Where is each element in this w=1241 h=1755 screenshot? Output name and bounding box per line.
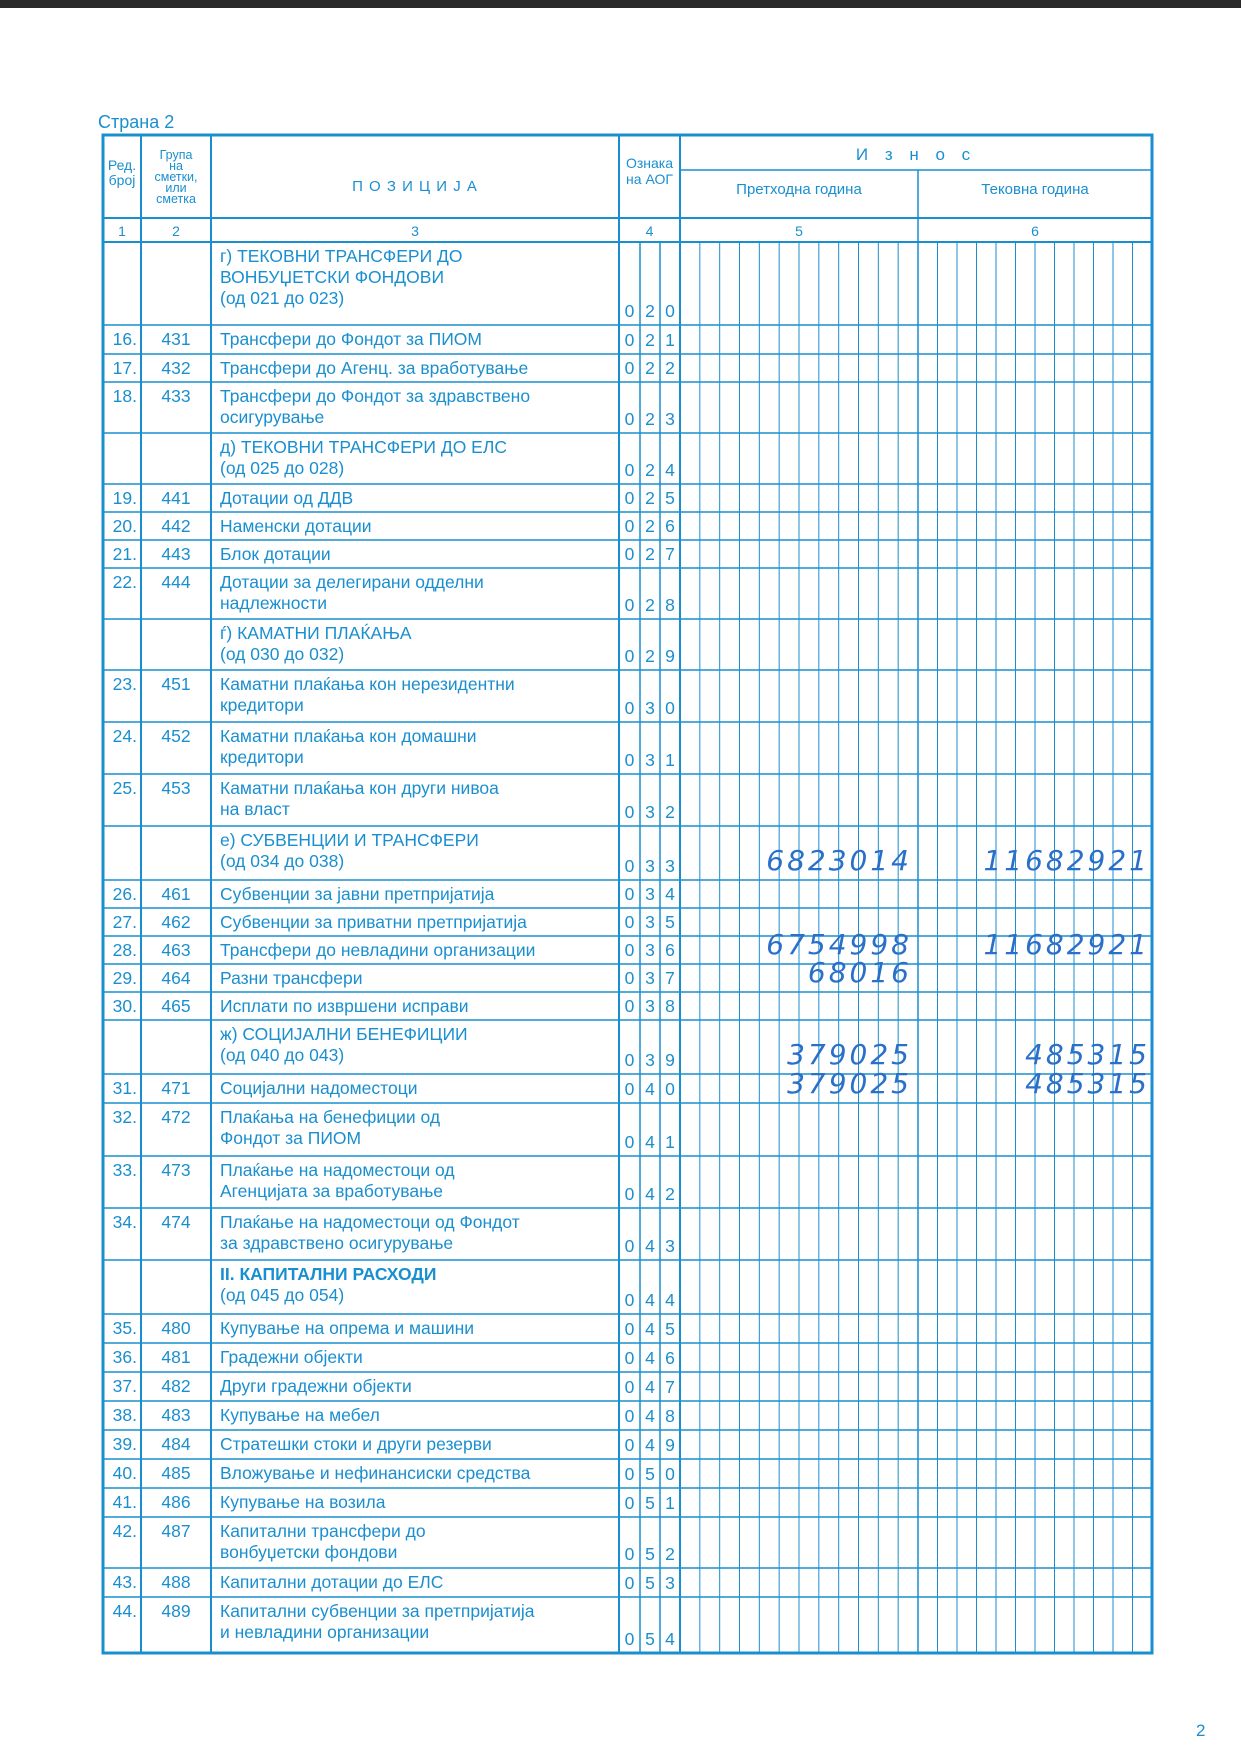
- aog-code-digit: 7: [665, 1377, 675, 1397]
- aog-code-digit: 2: [645, 330, 655, 350]
- previous-year-amount: 379025: [787, 1038, 912, 1071]
- aog-code-digit: 0: [624, 1464, 635, 1484]
- aog-code-digit: 5: [665, 912, 675, 932]
- account-group: 443: [161, 544, 191, 564]
- aog-code-digit: 4: [665, 1629, 675, 1649]
- account-group: 473: [161, 1160, 191, 1180]
- aog-code-digit: 0: [624, 1544, 635, 1564]
- aog-code-digit: 0: [624, 1377, 635, 1397]
- aog-code-digit: 2: [645, 544, 655, 564]
- aog-code-digit: 0: [624, 1406, 635, 1426]
- aog-code-digit: 4: [665, 1290, 675, 1310]
- position-text: кредитори: [220, 695, 304, 715]
- aog-code-digit: 3: [645, 884, 655, 904]
- aog-code-digit: 9: [665, 646, 675, 666]
- header-aog-label: Ознака: [625, 155, 674, 171]
- aog-code-digit: 0: [624, 996, 635, 1016]
- aog-code-digit: 0: [624, 488, 635, 508]
- aog-code-digit: 4: [645, 1435, 655, 1455]
- position-text: Социјални надоместоци: [220, 1078, 418, 1098]
- aog-code-digit: 3: [665, 856, 675, 876]
- row-number: 35.: [112, 1318, 137, 1338]
- position-text: Каматни плаќања кон домашни: [220, 726, 477, 746]
- position-text: Капитални дотации до ЕЛС: [220, 1572, 444, 1592]
- previous-year-amount: 6754998: [766, 928, 912, 961]
- position-text: Купување на опрема и машини: [220, 1318, 475, 1338]
- aog-code-digit: 0: [665, 698, 675, 718]
- aog-code-digit: 2: [645, 516, 655, 536]
- aog-code-digit: 5: [645, 1464, 655, 1484]
- position-text: (од 025 до 028): [220, 458, 345, 478]
- aog-code-digit: 3: [645, 698, 655, 718]
- aog-code-digit: 6: [665, 940, 675, 960]
- header-column-number: 4: [645, 223, 654, 239]
- aog-code-digit: 4: [645, 1406, 655, 1426]
- header-aog-label: на АОГ: [626, 171, 673, 187]
- position-text: Плаќање на надоместоци од: [220, 1160, 455, 1180]
- position-text: Други градежни објекти: [220, 1376, 412, 1396]
- aog-code-digit: 8: [665, 1406, 675, 1426]
- row-number: 38.: [112, 1405, 137, 1425]
- aog-code-digit: 0: [624, 330, 635, 350]
- previous-year-amount: 68016: [807, 956, 912, 989]
- account-group: 462: [161, 912, 191, 932]
- current-year-amount: 11682921: [983, 928, 1150, 961]
- current-year-amount: 11682921: [983, 844, 1150, 877]
- position-text: Вложување и нефинансиски средства: [220, 1463, 531, 1483]
- row-number: 42.: [112, 1521, 137, 1541]
- aog-code-digit: 5: [645, 1544, 655, 1564]
- position-text: Фондот за ПИОМ: [220, 1128, 362, 1148]
- aog-code-digit: 7: [665, 544, 675, 564]
- aog-code-digit: 0: [624, 750, 635, 770]
- row-number: 25.: [112, 778, 137, 798]
- position-text: на власт: [220, 799, 290, 819]
- account-group: 461: [161, 884, 191, 904]
- aog-code-digit: 4: [645, 1319, 655, 1339]
- position-text: д) ТЕКОВНИ ТРАНСФЕРИ ДО ЕЛС: [220, 437, 507, 457]
- aog-code-digit: 3: [645, 750, 655, 770]
- position-text: Плаќања на бенефиции од: [220, 1107, 441, 1127]
- aog-code-digit: 2: [645, 301, 655, 321]
- header-position-title: П О З И Ц И Ј А: [352, 178, 478, 195]
- aog-code-digit: 5: [645, 1493, 655, 1513]
- row-number: 36.: [112, 1347, 137, 1367]
- row-number: 18.: [112, 386, 137, 406]
- row-number: 22.: [112, 572, 137, 592]
- header-column-number: 6: [1031, 223, 1039, 239]
- position-text: Субвенции за јавни претпријатија: [220, 884, 495, 904]
- aog-code-digit: 2: [665, 358, 675, 378]
- aog-code-digit: 4: [665, 884, 675, 904]
- account-group: 485: [161, 1463, 191, 1483]
- account-group: 474: [161, 1212, 191, 1232]
- aog-code-digit: 2: [645, 595, 655, 615]
- header-col2-label: на: [169, 159, 183, 173]
- account-group: 463: [161, 940, 191, 960]
- aog-code-digit: 0: [624, 968, 635, 988]
- aog-code-digit: 4: [645, 1236, 655, 1256]
- aog-code-digit: 3: [645, 940, 655, 960]
- aog-code-digit: 3: [665, 1236, 675, 1256]
- aog-code-digit: 4: [645, 1290, 655, 1310]
- account-group: 482: [161, 1376, 191, 1396]
- position-text: Разни трансфери: [220, 968, 363, 988]
- header-column-number: 3: [411, 223, 419, 239]
- position-text: за здравствено осигурување: [220, 1233, 454, 1253]
- position-text: Каматни плаќања кон други нивоа: [220, 778, 499, 798]
- aog-code-digit: 0: [624, 544, 635, 564]
- header-col1-label: број: [108, 172, 136, 188]
- aog-code-digit: 0: [624, 912, 635, 932]
- position-text: г) ТЕКОВНИ ТРАНСФЕРИ ДО: [220, 246, 463, 266]
- aog-code-digit: 2: [665, 1184, 675, 1204]
- aog-code-digit: 4: [645, 1079, 655, 1099]
- position-text: кредитори: [220, 747, 304, 767]
- aog-code-digit: 4: [665, 460, 675, 480]
- aog-code-digit: 6: [665, 1348, 675, 1368]
- position-text: Трансфери до Фондот за здравствено: [220, 386, 531, 406]
- header-col2-label: или: [165, 181, 187, 195]
- aog-code-digit: 0: [624, 856, 635, 876]
- previous-year-amount: 6823014: [766, 844, 912, 877]
- account-group: 488: [161, 1572, 191, 1592]
- aog-code-digit: 6: [665, 516, 675, 536]
- aog-code-digit: 2: [645, 646, 655, 666]
- position-text: (од 021 до 023): [220, 288, 345, 308]
- position-text: Дотации за делегирани одделни: [220, 572, 484, 592]
- row-number: 16.: [112, 329, 137, 349]
- aog-code-digit: 1: [665, 750, 675, 770]
- position-text: осигурување: [220, 407, 325, 427]
- position-text: Дотации од ДДВ: [220, 488, 354, 508]
- row-number: 40.: [112, 1463, 137, 1483]
- row-number: 26.: [112, 884, 137, 904]
- aog-code-digit: 0: [624, 1184, 635, 1204]
- position-text: е) СУБВЕНЦИИ И ТРАНСФЕРИ: [220, 830, 479, 850]
- header-column-number: 1: [118, 223, 126, 239]
- account-group: 471: [161, 1078, 191, 1098]
- account-group: 483: [161, 1405, 191, 1425]
- row-number: 21.: [112, 544, 137, 564]
- aog-code-digit: 3: [665, 1573, 675, 1593]
- aog-code-digit: 0: [665, 1079, 675, 1099]
- row-number: 27.: [112, 912, 137, 932]
- aog-code-digit: 0: [624, 940, 635, 960]
- row-number: 30.: [112, 996, 137, 1016]
- previous-year-amount: 379025: [787, 1067, 912, 1100]
- position-text: Градежни објекти: [220, 1347, 363, 1367]
- position-text: Капитални трансфери до: [220, 1521, 426, 1541]
- position-text: Трансфери до Агенц. за вработување: [220, 358, 529, 378]
- aog-code-digit: 5: [645, 1573, 655, 1593]
- aog-code-digit: 0: [624, 884, 635, 904]
- aog-code-digit: 5: [665, 1319, 675, 1339]
- position-text: Каматни плаќања кон нерезидентни: [220, 674, 515, 694]
- aog-code-digit: 3: [645, 968, 655, 988]
- current-year-amount: 485315: [1025, 1067, 1150, 1100]
- account-group: 431: [161, 329, 191, 349]
- row-number: 33.: [112, 1160, 137, 1180]
- account-group: 433: [161, 386, 191, 406]
- account-group: 453: [161, 778, 191, 798]
- aog-code-digit: 3: [645, 1050, 655, 1070]
- aog-code-digit: 0: [624, 409, 635, 429]
- header-col2-label: сметки,: [154, 170, 198, 184]
- page-number: 2: [1196, 1721, 1206, 1740]
- position-text: Исплати по извршени исправи: [220, 996, 469, 1016]
- position-text: Трансфери до невладини организации: [220, 940, 536, 960]
- position-text: Наменски дотации: [220, 516, 372, 536]
- header-current-year: Тековна година: [981, 181, 1089, 198]
- aog-code-digit: 0: [624, 1435, 635, 1455]
- position-text: Купување на мебел: [220, 1405, 380, 1425]
- position-text: Стратешки стоки и други резерви: [220, 1434, 492, 1454]
- aog-code-digit: 4: [645, 1132, 655, 1152]
- aog-code-digit: 3: [645, 856, 655, 876]
- aog-code-digit: 8: [665, 996, 675, 1016]
- aog-code-digit: 0: [624, 1493, 635, 1513]
- account-group: 442: [161, 516, 191, 536]
- account-group: 465: [161, 996, 191, 1016]
- aog-code-digit: 1: [665, 330, 675, 350]
- header-column-number: 5: [795, 223, 803, 239]
- aog-code-digit: 3: [645, 802, 655, 822]
- position-text: Трансфери до Фондот за ПИОМ: [220, 329, 482, 349]
- aog-code-digit: 0: [624, 1629, 635, 1649]
- aog-code-digit: 0: [624, 358, 635, 378]
- position-text: Купување на возила: [220, 1492, 386, 1512]
- row-number: 28.: [112, 940, 137, 960]
- account-group: 489: [161, 1601, 191, 1621]
- aog-code-digit: 4: [645, 1348, 655, 1368]
- account-group: 481: [161, 1347, 191, 1367]
- aog-code-digit: 2: [645, 488, 655, 508]
- position-text: (од 045 до 054): [220, 1285, 345, 1305]
- row-number: 44.: [112, 1601, 137, 1621]
- aog-code-digit: 2: [665, 1544, 675, 1564]
- aog-code-digit: 3: [645, 996, 655, 1016]
- aog-code-digit: 4: [645, 1184, 655, 1204]
- aog-code-digit: 0: [624, 802, 635, 822]
- account-group: 472: [161, 1107, 191, 1127]
- aog-code-digit: 2: [645, 409, 655, 429]
- aog-code-digit: 7: [665, 968, 675, 988]
- position-text: Блок дотации: [220, 544, 331, 564]
- aog-code-digit: 0: [624, 1319, 635, 1339]
- aog-code-digit: 5: [645, 1629, 655, 1649]
- aog-code-digit: 9: [665, 1050, 675, 1070]
- aog-code-digit: 0: [624, 1132, 635, 1152]
- position-text: (од 034 до 038): [220, 851, 345, 871]
- row-number: 29.: [112, 968, 137, 988]
- account-group: 486: [161, 1492, 191, 1512]
- position-text: Капитални субвенции за претпријатија: [220, 1601, 535, 1621]
- account-group: 452: [161, 726, 191, 746]
- account-group: 464: [161, 968, 191, 988]
- aog-code-digit: 2: [665, 802, 675, 822]
- position-text: Плаќање на надоместоци од Фондот: [220, 1212, 520, 1232]
- row-number: 24.: [112, 726, 137, 746]
- page-label: Страна 2: [98, 112, 175, 132]
- row-number: 31.: [112, 1078, 137, 1098]
- row-number: 23.: [112, 674, 137, 694]
- row-number: 43.: [112, 1572, 137, 1592]
- row-number: 32.: [112, 1107, 137, 1127]
- aog-code-digit: 1: [665, 1493, 675, 1513]
- aog-code-digit: 0: [624, 1290, 635, 1310]
- header-col2-label: сметка: [156, 192, 196, 206]
- header-column-number: 2: [172, 223, 180, 239]
- position-text: ВОНБУЏЕТСКИ ФОНДОВИ: [220, 267, 445, 287]
- aog-code-digit: 0: [624, 1050, 635, 1070]
- position-text: ж) СОЦИЈАЛНИ БЕНЕФИЦИИ: [220, 1024, 468, 1044]
- aog-code-digit: 0: [624, 301, 635, 321]
- row-number: 37.: [112, 1376, 137, 1396]
- position-text: вонбуџетски фондови: [220, 1542, 398, 1562]
- header-amount-label: И з н о с: [855, 145, 977, 164]
- aog-code-digit: 2: [645, 358, 655, 378]
- aog-code-digit: 0: [624, 516, 635, 536]
- account-group: 487: [161, 1521, 191, 1541]
- row-number: 34.: [112, 1212, 137, 1232]
- position-text: (од 030 до 032): [220, 644, 345, 664]
- current-year-amount: 485315: [1025, 1038, 1150, 1071]
- aog-code-digit: 3: [665, 409, 675, 429]
- position-text: Агенцијата за вработување: [220, 1181, 444, 1201]
- aog-code-digit: 4: [645, 1377, 655, 1397]
- aog-code-digit: 1: [665, 1132, 675, 1152]
- position-text: и невладини организации: [220, 1622, 430, 1642]
- aog-code-digit: 3: [645, 912, 655, 932]
- header-col1-label: Ред.: [107, 157, 137, 173]
- aog-code-digit: 0: [665, 1464, 675, 1484]
- aog-code-digit: 0: [624, 460, 635, 480]
- account-group: 484: [161, 1434, 191, 1454]
- position-text: ѓ) КАМАТНИ ПЛАЌАЊА: [220, 623, 412, 643]
- position-text: II. КАПИТАЛНИ РАСХОДИ: [220, 1264, 437, 1284]
- position-text: надлежности: [220, 593, 327, 613]
- aog-code-digit: 0: [624, 1079, 635, 1099]
- row-number: 41.: [112, 1492, 137, 1512]
- aog-code-digit: 0: [624, 646, 635, 666]
- aog-code-digit: 0: [624, 1348, 635, 1368]
- aog-code-digit: 8: [665, 595, 675, 615]
- row-number: 20.: [112, 516, 137, 536]
- aog-code-digit: 9: [665, 1435, 675, 1455]
- aog-code-digit: 0: [624, 1236, 635, 1256]
- account-group: 441: [161, 488, 191, 508]
- account-group: 444: [161, 572, 191, 592]
- position-text: (од 040 до 043): [220, 1045, 345, 1065]
- position-text: Субвенции за приватни претпријатија: [220, 912, 527, 932]
- aog-code-digit: 0: [665, 301, 675, 321]
- aog-code-digit: 0: [624, 698, 635, 718]
- row-number: 39.: [112, 1434, 137, 1454]
- aog-code-digit: 0: [624, 595, 635, 615]
- aog-code-digit: 2: [645, 460, 655, 480]
- account-group: 432: [161, 358, 191, 378]
- account-group: 480: [161, 1318, 191, 1338]
- account-group: 451: [161, 674, 191, 694]
- aog-code-digit: 5: [665, 488, 675, 508]
- header-col2-label: Група: [159, 148, 193, 162]
- aog-code-digit: 0: [624, 1573, 635, 1593]
- row-number: 17.: [112, 358, 137, 378]
- header-previous-year: Претходна година: [736, 181, 862, 198]
- row-number: 19.: [112, 488, 137, 508]
